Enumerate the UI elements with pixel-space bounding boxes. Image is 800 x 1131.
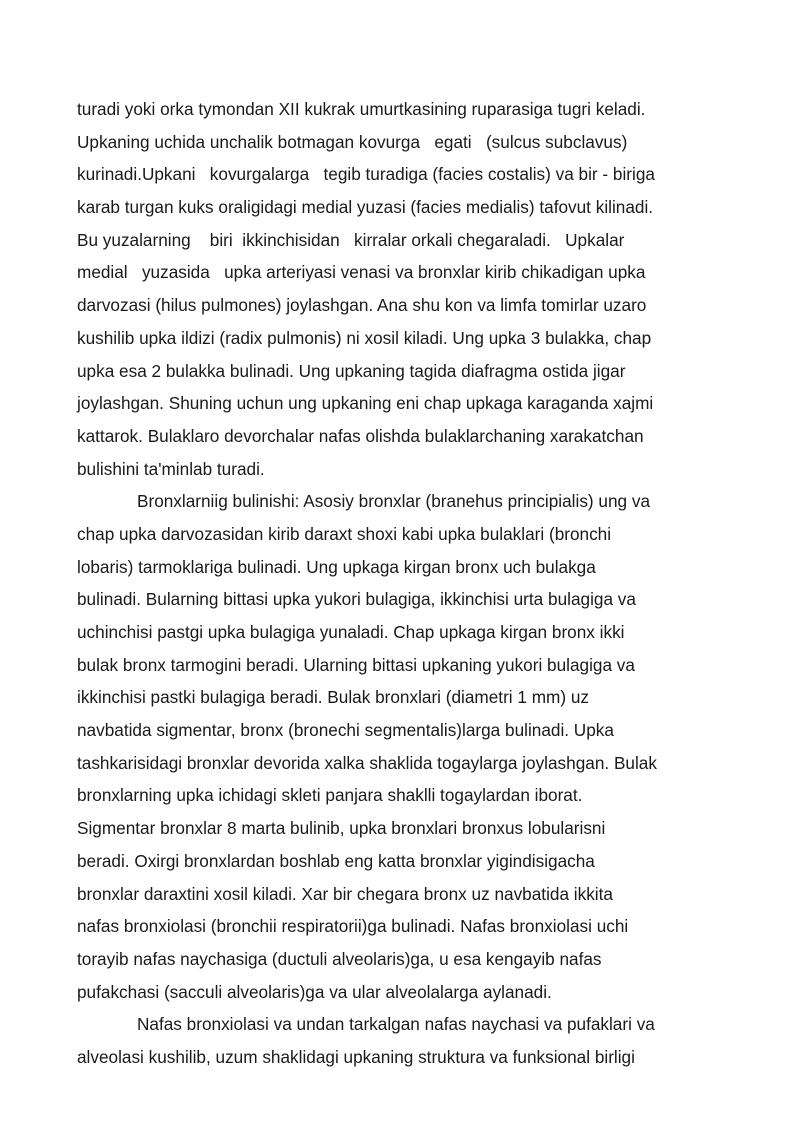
- body-text: [77, 93, 717, 1074]
- text-line: Bu yuzalarning biri ikkinchisidan kirralar orkali chegaraladi. Upkalar: [77, 229, 625, 250]
- text-line: turadi yoki orka tymondan XII kukrak umurtkasining ruparasiga tugri keladi.: [77, 99, 646, 119]
- text-line: kushilib upka ildizi (radix pulmonis) ni xosil kiladi. Ung upka 3 bulakka, chap: [77, 327, 652, 348]
- text-line: upka esa 2 bulakka bulinadi. Ung upkaning tagida diafragma ostida jigar: [77, 360, 626, 381]
- text-line: bronxlarning upka ichidagi skleti panjara shaklli togaylardan iborat.: [77, 785, 583, 806]
- text-line: alveolasi kushilib, uzum shaklidagi upkaning struktura va funksional birligi: [77, 1046, 635, 1067]
- text-line: ikkinchisi pastki bulagiga beradi. Bulak bronxlari (diametri 1 mm) uz: [77, 687, 590, 708]
- text-line: navbatida sigmentar, bronx (bronechi segmentalis)larga bulinadi. Upka: [77, 720, 614, 741]
- text-line: joylashgan. Shuning uchun ung upkaning eni chap upkaga karaganda xajmi: [77, 393, 654, 414]
- text-line: bulak bronx tarmogini beradi. Ularning bittasi upkaning yukori bulagiga va: [77, 654, 635, 675]
- text-line: bulinadi. Bularning bittasi upka yukori bulagiga, ikkinchisi urta bulagiga va: [77, 589, 636, 610]
- text-line: beradi. Oxirgi bronxlardan boshlab eng katta bronxlar yigindisigacha: [77, 850, 595, 871]
- paragraph-start-line: Nafas bronxiolasi va undan tarkalgan nafas naychasi va pufaklari va: [137, 1014, 655, 1035]
- text-line: karab turgan kuks oraligidagi medial yuzasi (facies medialis) tafovut kilinadi.: [77, 197, 654, 218]
- text-line: darvozasi (hilus pulmones) joylashgan. Ana shu kon va limfa tomirlar uzaro: [77, 295, 647, 316]
- text-line: nafas bronxiolasi (bronchii respiratorii)ga bulinadi. Nafas bronxiolasi uchi: [77, 916, 629, 937]
- paragraph-start-line: Bronxlarniig bulinishi: Asosiy bronxlar (branehus principialis) ung va: [137, 491, 651, 512]
- text-line: pufakchasi (sacculi alveolaris)ga va ular alveolalarga aylanadi.: [77, 981, 552, 1002]
- text-line: chap upka darvozasidan kirib daraxt shoxi kabi upka bulaklari (bronchi: [77, 523, 612, 544]
- text-line: uchinchisi pastgi upka bulagiga yunaladi. Chap upkaga kirgan bronx ikki: [77, 622, 625, 642]
- text-line: medial yuzasida upka arteriyasi venasi va bronxlar kirib chikadigan upka: [77, 262, 646, 283]
- text-line: Upkaning uchida unchalik botmagan kovurga egati (sulcus subclavus): [77, 131, 628, 152]
- text-line: tashkarisidagi bronxlar devorida xalka shaklida togaylarga joylashgan. Bulak: [77, 752, 657, 773]
- text-line: torayib nafas naychasiga (ductuli alveolaris)ga, u esa kengayib nafas: [77, 948, 602, 969]
- text-line: Sigmentar bronxlar 8 marta bulinib, upka bronxlari bronxus lobularisni: [77, 818, 606, 839]
- text-line: kattarok. Bulaklaro devorchalar nafas olishda bulaklarchaning xarakatchan: [77, 425, 644, 446]
- text-line: bulishini ta'minlab turadi.: [77, 458, 265, 479]
- text-line: kurinadi.Upkani kovurgalarga tegib turadiga (facies costalis) va bir - biriga: [77, 164, 655, 185]
- text-line: lobaris) tarmoklariga bulinadi. Ung upkaga kirgan bronx uch bulakga: [77, 556, 596, 577]
- text-line: bronxlar daraxtini xosil kiladi. Xar bir chegara bronx uz navbatida ikkita: [77, 883, 613, 904]
